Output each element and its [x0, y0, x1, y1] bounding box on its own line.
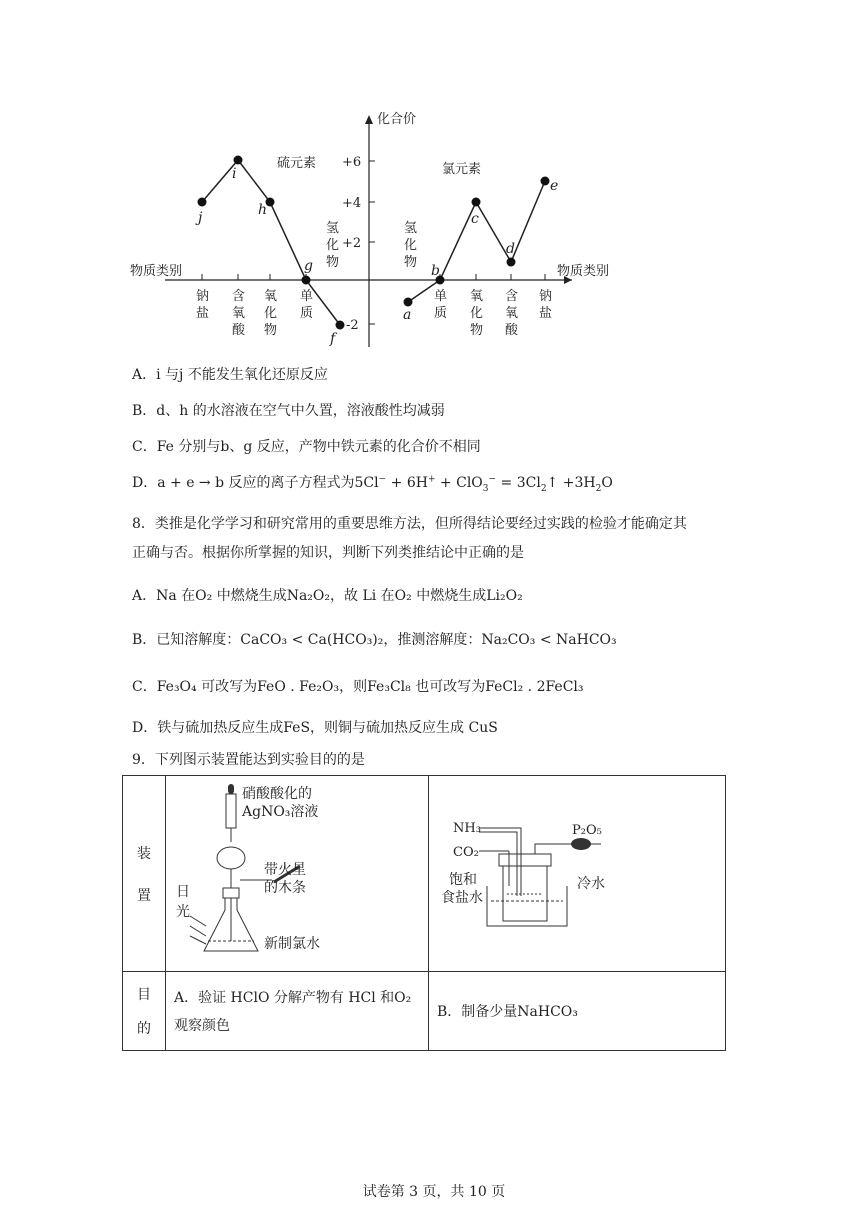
- label-g: g: [304, 258, 313, 274]
- x-axis-label-right: 物质类别: [557, 264, 610, 279]
- hydride-label-right: 氢: [404, 221, 418, 236]
- label-nh3: NH₃: [453, 821, 481, 836]
- label-splint: 带火星: [264, 862, 306, 878]
- hydride-label-left: 氢: [326, 221, 340, 236]
- category-label-right: 酸: [505, 323, 519, 338]
- sulfur-label: 硫元素: [277, 156, 317, 171]
- y-tick-label: +4: [342, 196, 362, 211]
- point-a: [404, 298, 413, 307]
- category-label-right: 化: [470, 306, 484, 321]
- q8-option-a: A．Na 在O₂ 中燃烧生成Na₂O₂，故 Li 在O₂ 中燃烧生成Li₂O₂: [132, 588, 523, 604]
- label-splint-2: 的木条: [264, 880, 306, 896]
- y-tick-label: +2: [342, 236, 362, 251]
- label-f: f: [330, 331, 336, 347]
- x-axis-label-left: 物质类别: [130, 264, 183, 279]
- point-c: [472, 198, 481, 207]
- apparatus-b-cell: [429, 776, 726, 972]
- q9-stem: 9．下列图示装置能达到实验目的的是: [132, 752, 365, 768]
- hydride-label-left: 化: [326, 238, 340, 253]
- q8-option-c: C．Fe₃O₄ 可改写为FeO . Fe₂O₃，则Fe₃Cl₈ 也可改写为FeCl₂ . 2FeCl₃: [132, 679, 584, 695]
- category-label-right: 氧: [470, 289, 484, 304]
- label-i: i: [232, 166, 237, 182]
- label-light-1: 日: [176, 884, 190, 900]
- y-tick-label: -2: [346, 318, 359, 333]
- point-e: [541, 177, 550, 186]
- apparatus-b-drawing: [429, 776, 725, 971]
- category-label-left: 化: [264, 306, 278, 321]
- hydride-label-right: 化: [404, 238, 418, 253]
- q8-stem-line1: 8．类推是化学学习和研究常用的重要思维方法，但所得结论要经过实践的检验才能确定其: [132, 516, 687, 532]
- category-label-right: 含: [505, 289, 519, 304]
- label-brine: 饱和: [449, 872, 477, 888]
- label-co2: CO₂: [453, 845, 479, 860]
- point-f: [336, 321, 345, 330]
- category-label-left: 物: [264, 323, 278, 338]
- category-label-right: 钠: [539, 289, 553, 304]
- apparatus-a-cell: [166, 776, 429, 972]
- q8-stem-line2: 正确与否。根据你所掌握的知识，判断下列类推结论中正确的是: [132, 545, 524, 561]
- label-b: b: [431, 263, 440, 279]
- label-water: 新制氯水: [264, 936, 320, 952]
- label-h: h: [258, 202, 268, 218]
- purpose-b-cell: [429, 972, 726, 1051]
- apparatus-a-drawing: [166, 776, 428, 971]
- q7-option-a: A．i 与j 不能发生氧化还原反应: [132, 367, 328, 383]
- point-g: [302, 276, 311, 285]
- category-label-left: 盐: [196, 306, 210, 321]
- purpose-a-cell: [166, 972, 429, 1051]
- page-footer: 试卷第 3 页，共 10 页: [362, 1184, 506, 1200]
- y-tick-label: +6: [342, 155, 362, 170]
- valence-diagram: [120, 105, 630, 350]
- purpose-a-line2: 观察颜色: [174, 1018, 230, 1034]
- purpose-b: B．制备少量NaHCO₃: [437, 1004, 578, 1020]
- row-label-purpose: 目 的: [123, 972, 166, 1051]
- label-a: a: [403, 307, 412, 323]
- category-label-right: 物: [470, 323, 484, 338]
- hydride-label-left: 物: [326, 255, 340, 270]
- q7-option-d: D．a + e → b 反应的离子方程式为$5Cl^- + 6H^+ + ClO_3^- = 3Cl_2↑ +3H_2O$: [132, 474, 613, 494]
- label-d: d: [506, 241, 515, 257]
- point-d: [507, 258, 516, 267]
- label-j: j: [198, 210, 203, 226]
- label-c: c: [471, 211, 479, 227]
- q8-option-b: B．已知溶解度：CaCO₃ < Ca(HCO₃)₂，推测溶解度：Na₂CO₃ < NaHCO₃: [132, 632, 617, 648]
- label-brine-2: 食盐水: [441, 890, 483, 906]
- point-j: [198, 198, 207, 207]
- category-label-left: 酸: [232, 323, 246, 338]
- category-label-right: 盐: [539, 306, 553, 321]
- label-reagent-2: AgNO₃溶液: [242, 804, 319, 820]
- purpose-a-line1: A．验证 HClO 分解产物有 HCl 和O₂: [174, 990, 412, 1006]
- chlorine-label: 氯元素: [442, 162, 482, 177]
- q9-table: [122, 775, 726, 1051]
- label-light-2: 光: [176, 904, 190, 920]
- label-e: e: [550, 178, 559, 194]
- row-label-apparatus: 装 置: [123, 776, 166, 972]
- label-cold-water: 冷水: [577, 876, 605, 892]
- point-i: [234, 156, 243, 165]
- category-label-left: 质: [300, 306, 314, 321]
- category-label-right: 质: [434, 306, 448, 321]
- category-label-left: 单: [300, 289, 314, 304]
- category-label-left: 含: [232, 289, 246, 304]
- q7-option-c: C．Fe 分别与b、g 反应，产物中铁元素的化合价不相同: [132, 439, 481, 455]
- category-label-left: 钠: [196, 289, 210, 304]
- q8-option-d: D．铁与硫加热反应生成FeS，则铜与硫加热反应生成 CuS: [132, 720, 498, 736]
- q7-option-b: B．d、h 的水溶液在空气中久置，溶液酸性均减弱: [132, 403, 445, 419]
- label-p2o5: P₂O₅: [572, 823, 602, 838]
- label-reagent: 硝酸酸化的: [242, 786, 312, 802]
- category-label-left: 氧: [232, 306, 246, 321]
- category-label-left: 氧: [264, 289, 278, 304]
- hydride-label-right: 物: [404, 255, 418, 270]
- y-axis-label: 化合价: [377, 112, 417, 127]
- category-label-right: 单: [434, 289, 448, 304]
- category-label-right: 氧: [505, 306, 519, 321]
